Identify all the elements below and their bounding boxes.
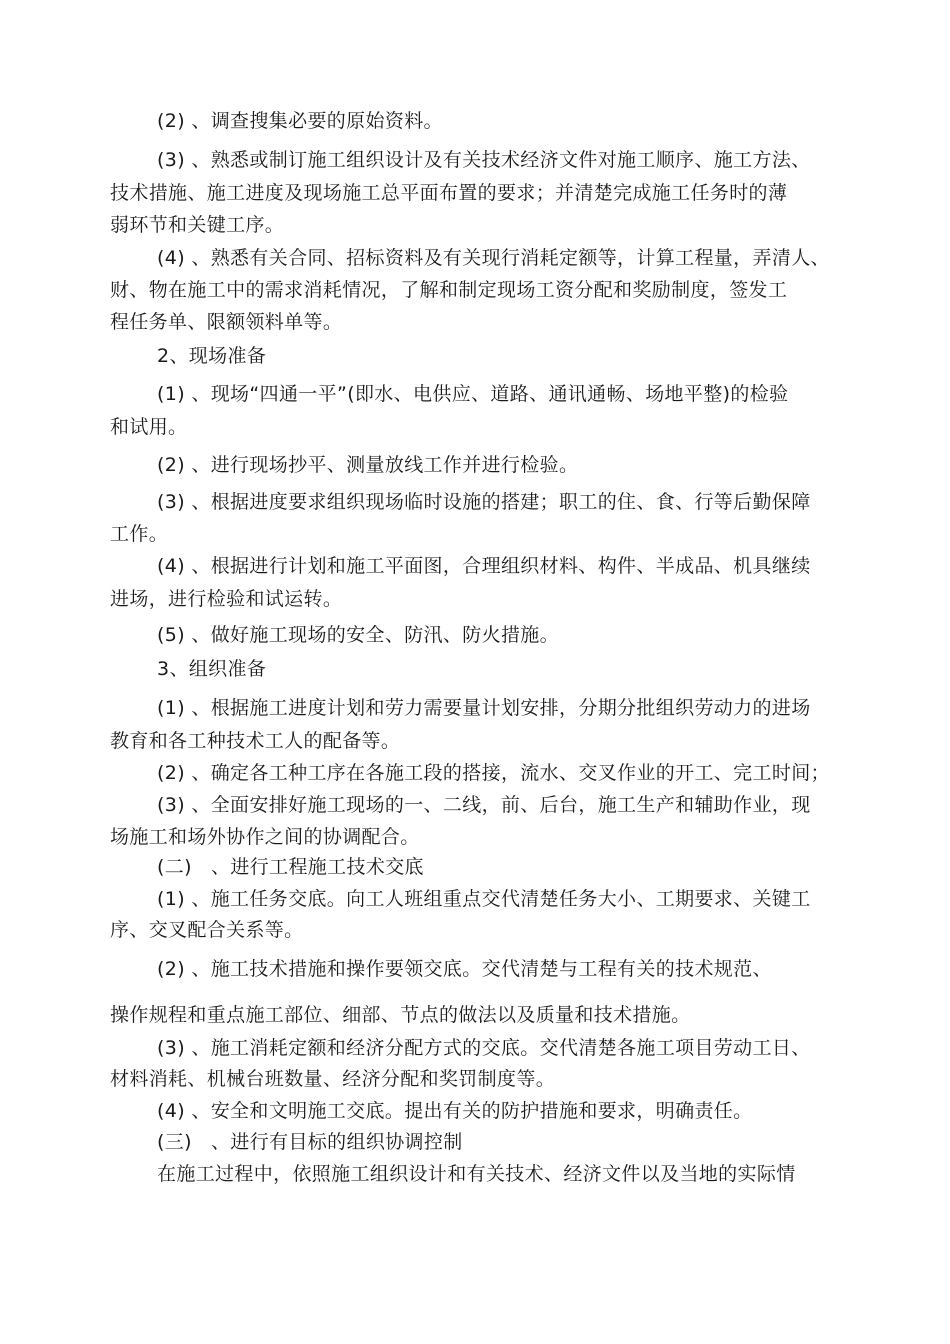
text-line: (2) 、施工技术措施和操作要领交底。交代清楚与工程有关的技术规范、	[157, 958, 772, 980]
text-line: (2) 、进行现场抄平、测量放线工作并进行检验。	[157, 454, 579, 476]
text-line: 工作。	[110, 523, 169, 545]
text-line: (1) 、根据施工进度计划和劳力需要量计划安排，分期分批组织劳动力的进场	[157, 697, 811, 719]
text-line: 场施工和场外协作之间的协调配合。	[110, 826, 420, 848]
text-line: (4) 、安全和文明施工交底。提出有关的防护措施和要求，明确责任。	[157, 1100, 753, 1122]
text-line: (3) 、根据进度要求组织现场临时设施的搭建；职工的住、食、行等后勤保障	[157, 491, 811, 513]
text-line: 和试用。	[110, 416, 188, 438]
text-line: 弱环节和关键工序。	[110, 214, 285, 236]
text-line: (2) 、调查搜集必要的原始资料。	[157, 110, 443, 132]
text-line: 程任务单、限额领料单等。	[110, 311, 343, 333]
text-line: 材料消耗、机械台班数量、经济分配和奖罚制度等。	[110, 1068, 556, 1090]
text-line: (3) 、熟悉或制订施工组织设计及有关技术经济文件对施工顺序、施工方法、	[157, 149, 811, 171]
text-line: 在施工过程中，依照施工组织设计和有关技术、经济文件以及当地的实际情	[157, 1163, 796, 1185]
section-heading: 3、组织准备	[157, 658, 267, 680]
section-heading: 2、现场准备	[157, 345, 267, 367]
text-line: (3) 、施工消耗定额和经济分配方式的交底。交代清楚各施工项目劳动工日、	[157, 1037, 811, 1059]
text-line: 教育和各工种技术工人的配备等。	[110, 730, 401, 752]
section-heading: (三) 、进行有目标的组织协调控制	[157, 1131, 463, 1153]
text-line: (4) 、熟悉有关合同、招标资料及有关现行消耗定额等，计算工程量，弄清人、	[157, 247, 830, 269]
text-line: (5) 、做好施工现场的安全、防汛、防火措施。	[157, 624, 560, 646]
text-line: 进场，进行检验和试运转。	[110, 588, 343, 610]
text-line: (4) 、根据进行计划和施工平面图，合理组织材料、构件、半成品、机具继续	[157, 555, 811, 577]
text-line: (3) 、全面安排好施工现场的一、二线，前、后台，施工生产和辅助作业，现	[157, 794, 811, 816]
text-line: (1) 、施工任务交底。向工人班组重点交代清楚任务大小、工期要求、关键工	[157, 888, 811, 910]
text-line: 操作规程和重点施工部位、细部、节点的做法以及质量和技术措施。	[110, 1004, 691, 1026]
text-line: 技术措施、施工进度及现场施工总平面布置的要求；并清楚完成施工任务时的薄	[110, 182, 788, 204]
section-heading: (二) 、进行工程施工技术交底	[157, 856, 424, 878]
text-line: 序、交叉配合关系等。	[110, 919, 304, 941]
text-line: (1) 、现场“四通一平”(即水、电供应、道路、通讯通畅、场地平整)的检验	[157, 383, 789, 405]
text-line: (2) 、确定各工种工序在各施工段的搭接，流水、交叉作业的开工、完工时间；	[157, 762, 830, 784]
text-line: 财、物在施工中的需求消耗情况，了解和制定现场工资分配和奖励制度，签发工	[110, 279, 788, 301]
